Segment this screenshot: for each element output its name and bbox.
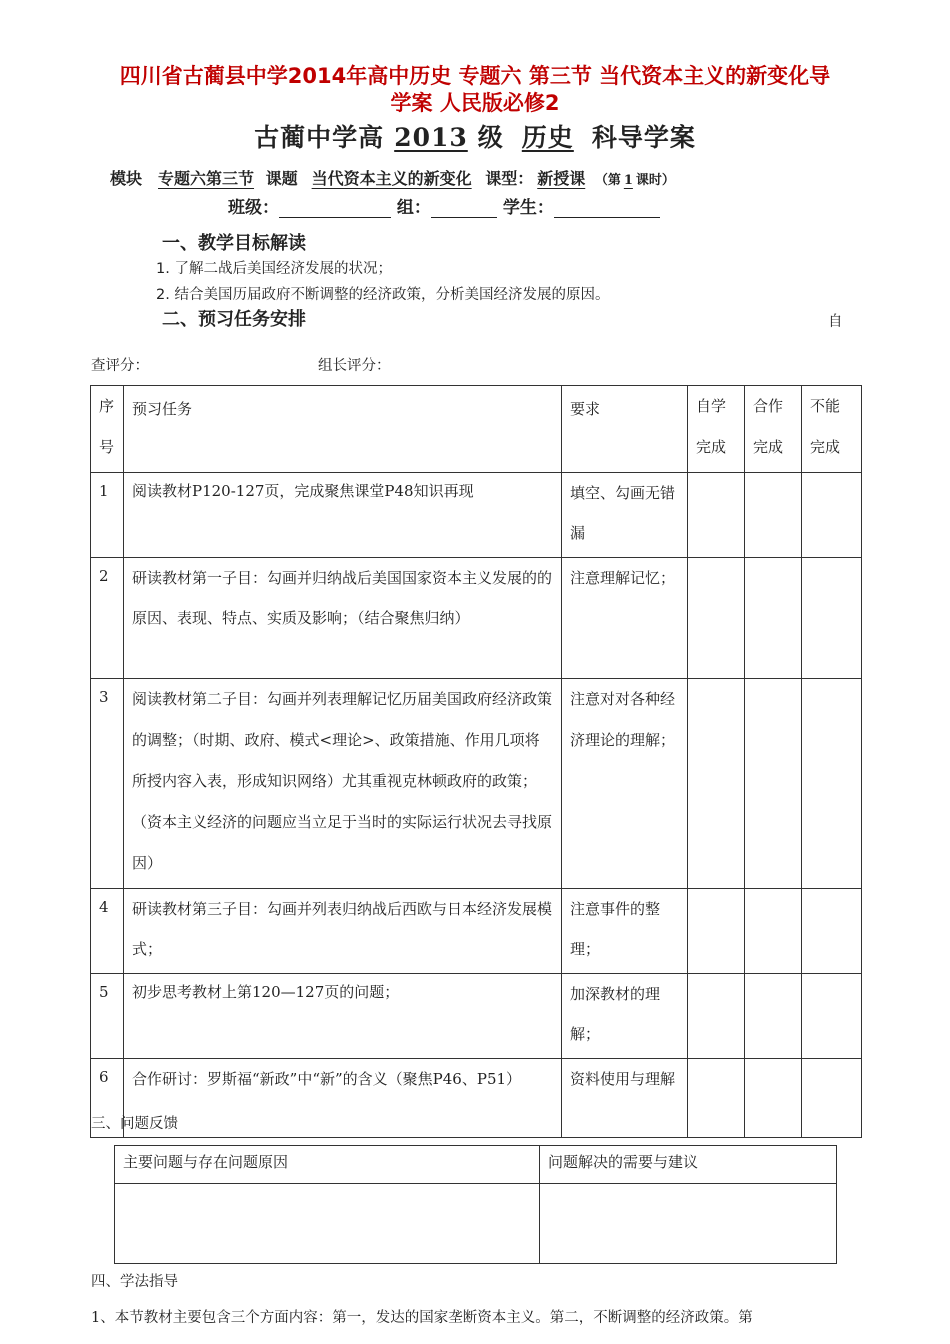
row-requirement: 加深教材的理解； xyxy=(562,974,688,1059)
class-info-line xyxy=(228,193,660,218)
table-row xyxy=(91,558,862,679)
row-coop-cell[interactable] xyxy=(745,473,802,558)
row-cannot-cell[interactable] xyxy=(802,558,862,679)
row-cannot-cell[interactable] xyxy=(802,889,862,974)
school-title xyxy=(0,118,950,154)
row-cannot-cell[interactable] xyxy=(802,473,862,558)
header-requirement: 要求 xyxy=(562,386,688,473)
row-requirement: 注意理解记忆； xyxy=(562,558,688,679)
row-num: 6 xyxy=(91,1059,124,1138)
row-task: 合作研讨：罗斯福“新政”中“新”的含义（聚焦P46、P51） xyxy=(124,1059,562,1138)
feedback-col-problems: 主要问题与存在问题原因 xyxy=(115,1146,540,1184)
session-number: 1 xyxy=(623,173,633,188)
table-row xyxy=(91,974,862,1059)
row-self-cell[interactable] xyxy=(688,473,745,558)
type-value: 新授课 xyxy=(537,169,586,188)
section-4-text: 1、本节教材主要包含三个方面内容：第一，发达的国家垄断资本主义。第二，不断调整的经济政策。第 xyxy=(91,1310,753,1326)
row-coop-cell[interactable] xyxy=(745,1059,802,1138)
row-task: 研读教材第三子目：勾画并列表归纳战后西欧与日本经济发展模式； xyxy=(124,889,562,974)
document-title-line-1: 四川省古蔺县中学2014年高中历史 专题六 第三节 当代资本主义的新变化导 xyxy=(119,64,831,88)
header-task: 预习任务 xyxy=(124,386,562,473)
student-blank[interactable] xyxy=(554,199,660,218)
row-self-cell[interactable] xyxy=(688,558,745,679)
school-subject: 历史 xyxy=(521,123,574,152)
row-cannot-cell[interactable] xyxy=(802,1059,862,1138)
class-blank[interactable] xyxy=(279,199,391,218)
session-label: （第 xyxy=(594,173,621,188)
row-self-cell[interactable] xyxy=(688,889,745,974)
self-eval-label: 查评分： xyxy=(91,358,149,374)
class-label: 班级： xyxy=(228,198,279,218)
section-1-heading: 一、教学目标解读 xyxy=(162,233,306,254)
row-num: 2 xyxy=(91,558,124,679)
section-2-heading: 二、预习任务安排 xyxy=(162,309,306,330)
section-3-heading: 三、问题反馈 xyxy=(91,1116,178,1132)
session-end: 课时） xyxy=(635,173,675,188)
header-num: 序号 xyxy=(91,386,124,473)
lesson-meta xyxy=(110,166,675,189)
row-num: 1 xyxy=(91,473,124,558)
type-label: 课型： xyxy=(485,169,534,188)
table-row xyxy=(91,1059,862,1138)
row-self-cell[interactable] xyxy=(688,679,745,889)
student-label: 学生： xyxy=(502,198,554,218)
header-self-complete: 自学完成 xyxy=(688,386,745,473)
goal-1: 1. 了解二战后美国经济发展的状况； xyxy=(156,261,392,277)
feedback-table xyxy=(114,1145,837,1264)
table-row xyxy=(91,889,862,974)
section-4-heading: 四、学法指导 xyxy=(91,1274,178,1290)
goal-2: 2. 结合美国历届政府不断调整的经济政策，分析美国经济发展的原因。 xyxy=(156,287,610,303)
row-requirement: 填空、勾画无错漏 xyxy=(562,473,688,558)
row-self-cell[interactable] xyxy=(688,1059,745,1138)
row-requirement: 资料使用与理解 xyxy=(562,1059,688,1138)
row-num: 4 xyxy=(91,889,124,974)
row-task: 阅读教材第二子目：勾画并列表理解记忆历届美国政府经济政策的调整；（时期、政府、模式<理论>、政策措施、作用几项将所授内容入表，形成知识网络）尤其重视克林顿政府的政策；（资本主义经济的问题应当立足于当时的实际运行状况去寻找原因） xyxy=(124,679,562,889)
row-num: 5 xyxy=(91,974,124,1059)
feedback-col-suggestions: 问题解决的需要与建议 xyxy=(540,1146,837,1184)
row-num: 3 xyxy=(91,679,124,889)
school-title-suffix: 科导学案 xyxy=(591,123,696,152)
topic-label: 课题 xyxy=(265,169,298,188)
header-cannot-complete: 不能完成 xyxy=(802,386,862,473)
leader-eval-label: 组长评分： xyxy=(318,358,391,374)
row-requirement: 注意事件的整理； xyxy=(562,889,688,974)
row-task: 阅读教材P120-127页，完成聚焦课堂P48知识再现 xyxy=(124,473,562,558)
module-label: 模块 xyxy=(110,169,143,188)
side-character: 自 xyxy=(828,314,843,330)
row-coop-cell[interactable] xyxy=(745,889,802,974)
school-grade: 2013 xyxy=(394,123,468,152)
row-self-cell[interactable] xyxy=(688,974,745,1059)
row-cannot-cell[interactable] xyxy=(802,679,862,889)
school-title-prefix: 古蔺中学高 xyxy=(254,123,385,152)
row-coop-cell[interactable] xyxy=(745,558,802,679)
document-title-line-2: 学案 人民版必修2 xyxy=(390,91,560,115)
feedback-problems-cell[interactable] xyxy=(115,1184,540,1264)
group-blank[interactable] xyxy=(431,199,497,218)
topic-value: 当代资本主义的新变化 xyxy=(311,169,472,188)
row-task: 研读教材第一子目：勾画并归纳战后美国国家资本主义发展的的原因、表现、特点、实质及影响；（结合聚焦归纳） xyxy=(124,558,562,679)
group-label: 组： xyxy=(396,198,431,218)
preview-task-table xyxy=(90,385,862,1138)
row-coop-cell[interactable] xyxy=(745,679,802,889)
table-row xyxy=(91,679,862,889)
table-header-row xyxy=(91,386,862,473)
school-level: 级 xyxy=(477,123,504,152)
header-coop-complete: 合作完成 xyxy=(745,386,802,473)
feedback-suggestions-cell[interactable] xyxy=(540,1184,837,1264)
module-value: 专题六第三节 xyxy=(158,169,255,188)
row-coop-cell[interactable] xyxy=(745,974,802,1059)
row-task: 初步思考教材上第120—127页的问题； xyxy=(124,974,562,1059)
row-cannot-cell[interactable] xyxy=(802,974,862,1059)
table-row xyxy=(91,473,862,558)
row-requirement: 注意对对各种经济理论的理解； xyxy=(562,679,688,889)
